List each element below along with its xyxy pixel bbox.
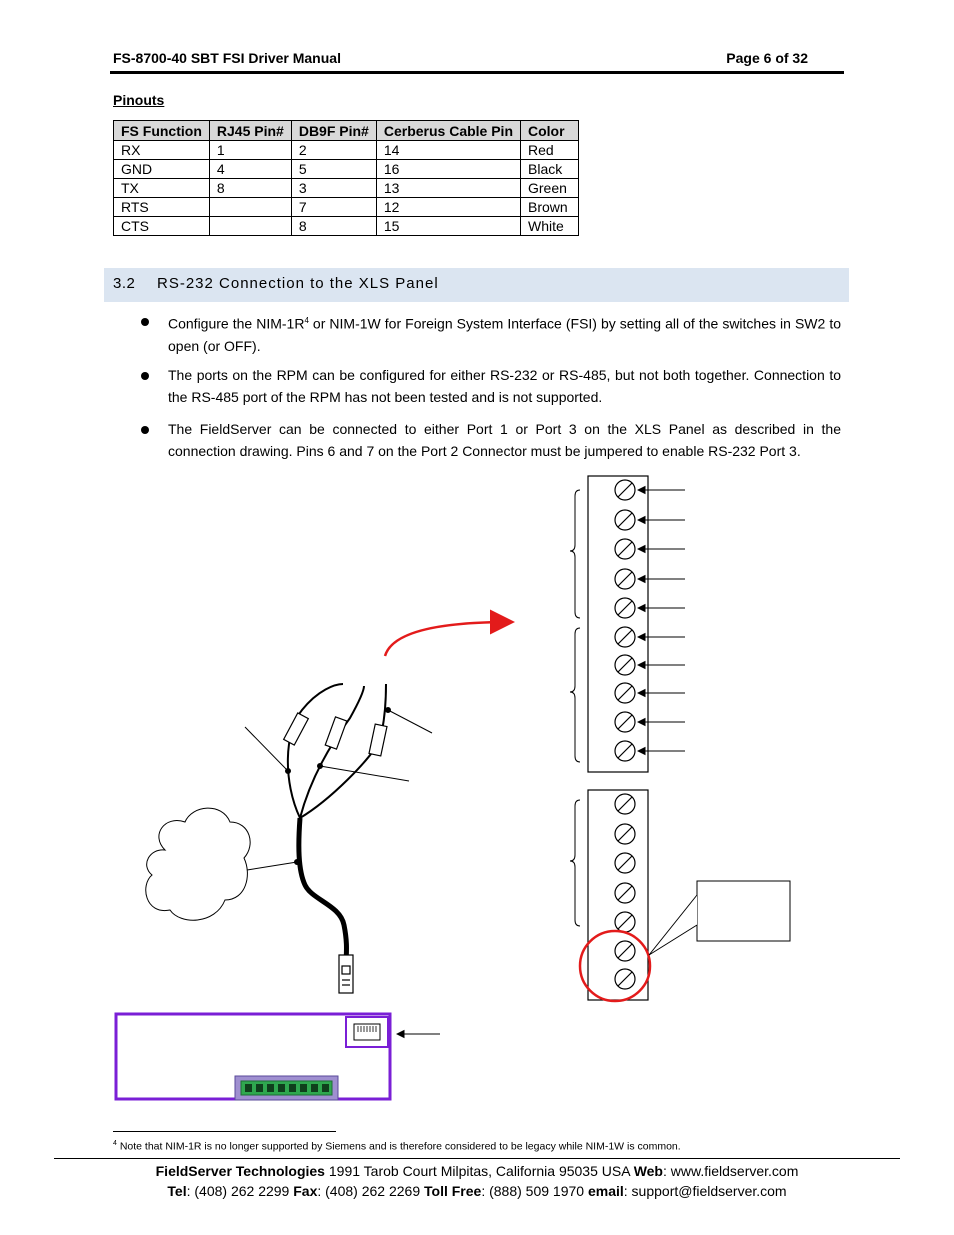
screw-terminal <box>615 480 635 761</box>
table-cell: TX <box>114 179 210 198</box>
footnote <box>113 1140 681 1153</box>
table-cell: 16 <box>376 160 520 179</box>
footer-divider <box>54 1158 900 1159</box>
upper-terminal-block <box>570 476 685 772</box>
table-cell: White <box>521 217 579 236</box>
footnote-marker: 4 <box>113 1140 117 1147</box>
footer-line-2 <box>0 1183 954 1199</box>
email-link[interactable]: : support@fieldserver.com <box>623 1183 787 1199</box>
column-header: DB9F Pin# <box>291 121 376 141</box>
column-header: FS Function <box>114 121 210 141</box>
bullet-text: The ports on the RPM can be configured for either RS-232 or RS-485, but not both together. Connection to the RS-485 port of the RPM has not been tested and is not supported. <box>168 367 841 405</box>
footnote-divider <box>113 1131 336 1132</box>
table-cell: CTS <box>114 217 210 236</box>
manual-title: FS-8700-40 SBT FSI Driver Manual <box>113 50 341 66</box>
red-arrow <box>385 622 510 656</box>
column-header: Color <box>521 121 579 141</box>
bullet-text-part: Configure the NIM-1R <box>168 315 305 332</box>
web-link[interactable]: : www.fieldserver.com <box>663 1163 799 1179</box>
bullet-text: The FieldServer can be connected to either Port 1 or Port 3 on the XLS Panel as described in the connection drawing. Pins 6 and 7 on the Port 2 Connector must be jumpered to enable RS-232 Port 3. <box>168 421 841 459</box>
table-cell: 3 <box>291 179 376 198</box>
column-header: RJ45 Pin# <box>209 121 291 141</box>
table-cell: Black <box>521 160 579 179</box>
table-cell: 1 <box>209 141 291 160</box>
tel-value: : (408) 262 2299 <box>186 1183 294 1199</box>
table-cell: 8 <box>209 179 291 198</box>
table-cell: 7 <box>291 198 376 217</box>
table-cell: 5 <box>291 160 376 179</box>
table-cell: RTS <box>114 198 210 217</box>
table-cell: 12 <box>376 198 520 217</box>
fieldserver-unit <box>116 1014 440 1100</box>
tel-label: Tel <box>167 1183 187 1199</box>
tollfree-value: : (888) 509 1970 <box>481 1183 588 1199</box>
page-number: Page 6 of 32 <box>726 50 808 66</box>
table-cell: 2 <box>291 141 376 160</box>
table-cell: 15 <box>376 217 520 236</box>
jumper-highlight-circle <box>580 931 650 1001</box>
brace-group <box>570 490 580 762</box>
company-name: FieldServer Technologies <box>155 1163 325 1179</box>
lower-terminal-block <box>570 790 650 1001</box>
footnote-ref[interactable]: 4 <box>304 316 309 325</box>
cloud-shape <box>146 808 250 920</box>
table-cell: 8 <box>291 217 376 236</box>
main-cable <box>299 818 347 965</box>
table-cell: 13 <box>376 179 520 198</box>
fax-label: Fax <box>293 1183 318 1199</box>
table-cell: GND <box>114 160 210 179</box>
terminal-arrows <box>638 490 685 751</box>
rj45-plug <box>339 955 353 993</box>
jumper-callout <box>649 881 790 955</box>
table-cell: RX <box>114 141 210 160</box>
table-cell: Green <box>521 179 579 198</box>
table-cell: Brown <box>521 198 579 217</box>
table-cell: 14 <box>376 141 520 160</box>
section-number: 3.2 <box>113 275 136 292</box>
ferrite-beads <box>284 713 387 756</box>
screw-terminal <box>615 794 635 989</box>
table-cell: 4 <box>209 160 291 179</box>
table-cell: Red <box>521 141 579 160</box>
bullet-text-part: or NIM-1W for Foreign System Interface (FSI) by setting all of the switches in SW2 to open (or OFF). <box>168 315 841 354</box>
tollfree-label: Toll Free <box>424 1183 482 1199</box>
column-header: Cerberus Cable Pin <box>376 121 520 141</box>
green-terminal-connector <box>235 1076 338 1100</box>
brace-group <box>570 800 580 926</box>
footnote-text: Note that NIM-1R is no longer supported by Siemens and is therefore considered to be legacy while NIM-1W is common. <box>116 1140 681 1153</box>
section-title: RS-232 Connection to the XLS Panel <box>157 275 439 292</box>
fax-value: : (408) 262 2269 <box>317 1183 424 1199</box>
pinouts-heading: Pinouts <box>113 92 165 108</box>
company-address: 1991 Tarob Court Milpitas, California 95035 USA <box>324 1163 634 1179</box>
email-label: email <box>587 1183 624 1199</box>
footer-line-1 <box>0 1163 954 1179</box>
web-label: Web <box>633 1163 663 1179</box>
